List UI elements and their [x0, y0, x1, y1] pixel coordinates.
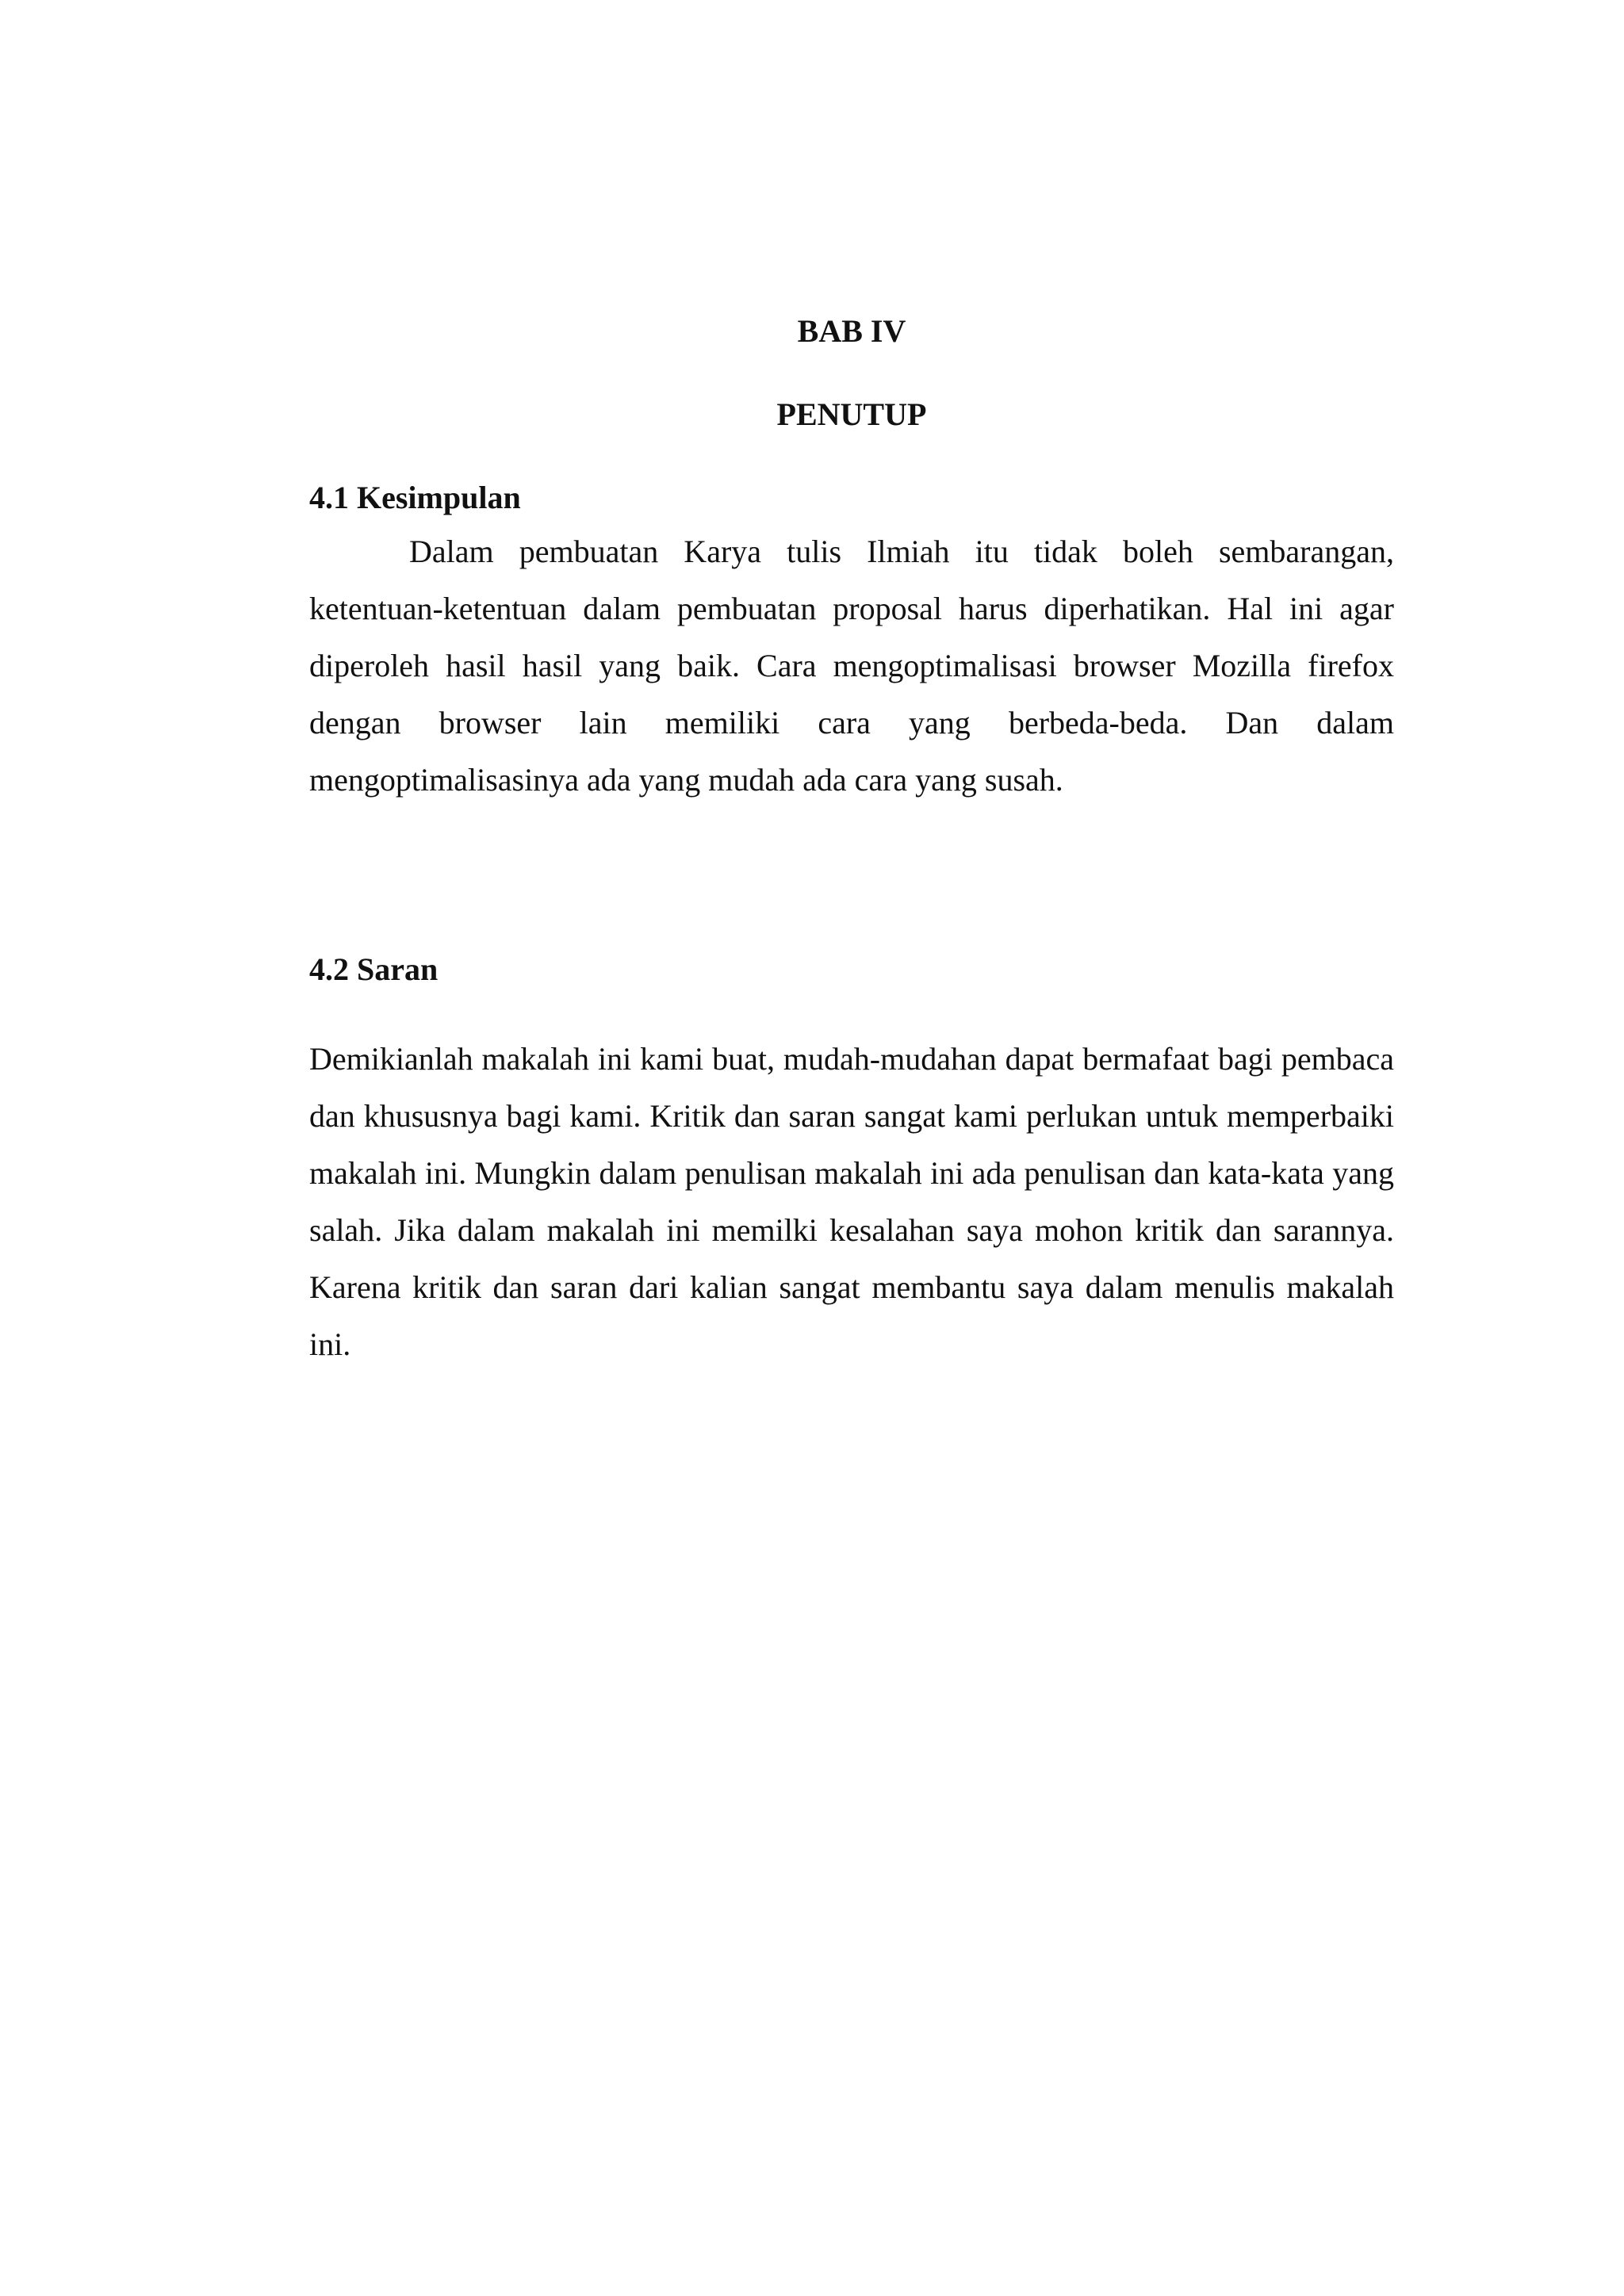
paragraph-saran: Demikianlah makalah ini kami buat, mudah-mudahan dapat bermafaat bagi pembaca dan khususnya bagi kami. Kritik dan saran sangat kami perlukan untuk memperbaiki makalah ini. Mungkin dalam penulisan makalah ini ada penulisan dan kata-kata yang salah. Jika dalam makalah ini memilki kesalahan saya mohon kritik dan sarannya. Karena kritik dan saran dari kalian sangat membantu saya dalam menulis makalah ini. [309, 1041, 1394, 1362]
chapter-number: BAB IV [797, 313, 906, 349]
chapter-title: PENUTUP [776, 396, 927, 432]
paragraph-kesimpulan: Dalam pembuatan Karya tulis Ilmiah itu tidak boleh sembarangan, ketentuan-ketentuan dalam pembuatan proposal harus diperhatikan. Hal ini agar diperoleh hasil hasil yang baik. Cara mengoptimalisasi browser Mozilla firefox dengan browser lain memiliki cara yang berbeda-beda. Dan dalam mengoptimalisasinya ada yang mudah ada cara yang susah. [309, 534, 1394, 798]
section-heading-kesimpulan: 4.1 Kesimpulan [309, 480, 521, 515]
section-heading-saran: 4.2 Saran [309, 951, 439, 987]
